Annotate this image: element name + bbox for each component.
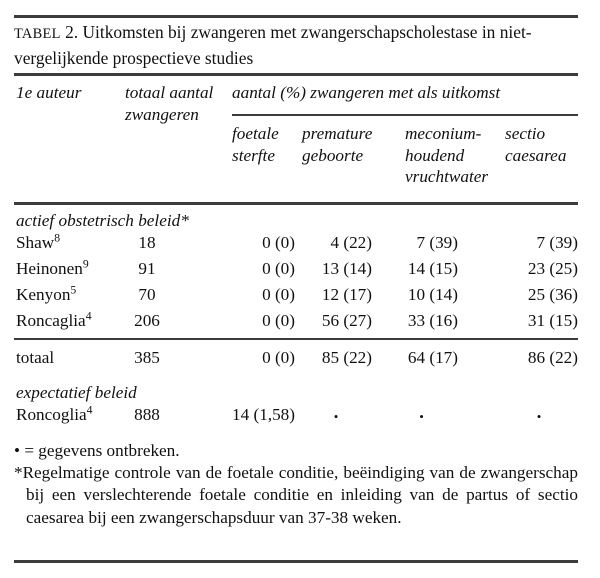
row-sectio: 25 (36) [527,285,578,304]
header-sectio-caesarea [505,123,595,166]
row-author: Roncaglia$^4$ [16,309,92,330]
row-premature: 56 (27) [321,311,372,330]
header-premature-line2: geboorte [302,145,364,165]
row-foetale: 0 (0) [262,285,295,304]
row-sectio: 7 (39) [536,233,578,252]
total-meconium: 64 (17) [407,348,458,367]
header-foetale-line2: sterfte [232,145,275,165]
header-foetale-sterfte [232,123,312,166]
row-meconium: 33 (16) [407,311,458,330]
row-foetale: 0 (0) [262,259,295,278]
row-ref: 5 [70,283,77,297]
footnote-missing-data: • = gegevens ontbreken. [14,441,180,460]
row-meconium: 14 (15) [407,259,458,278]
header-premature-line1: premature [302,124,373,143]
footnote-asterisk [14,462,578,529]
row-total: 70 [138,285,156,304]
total-foetale: 0 (0) [262,348,295,367]
row-author: Roncoglia$^4$ [16,403,93,424]
header-outcomes-span: aantal (%) zwangeren met als uitkomst [232,83,501,102]
total-label: totaal [16,348,55,367]
row-ref: 4 [85,309,92,323]
header-author: 1e auteur [16,83,82,102]
row-sectio: 31 (15) [527,311,578,330]
rule-top [14,15,578,18]
row-total: 18 [138,233,156,252]
section-label-actief: actief obstetrisch beleid* [16,211,189,230]
caption-text: Uitkomsten bij zwangeren met zwangerschapscholestase in niet-vergelijkende prospectieve studies [14,22,532,68]
row-ref: 4 [86,403,93,417]
row-author: Shaw$^8$ [16,231,61,252]
row-ref: 9 [82,257,89,271]
header-meconium-line1: meconium- [405,124,482,143]
row-author: Heinonen$^9$ [16,257,89,278]
header-premature-geboorte [302,123,402,166]
total-pregnancies: 385 [134,348,160,367]
header-sectio-line1: sectio [505,124,546,143]
row-meconium: 10 (14) [407,285,458,304]
rule-under-span-header [232,114,578,116]
header-total-pregnancies: totaal aantal zwangeren [125,83,214,124]
row-sectio: 23 (25) [527,259,578,278]
row-sectio-missing: • [536,409,542,424]
caption-prefix: TABEL [14,26,61,42]
footnote-asterisk-text: *Regelmatige controle van de foetale conditie, beëindiging van de zwangerschap bij een verslechterende foetale conditie en inleiding van de partus of sectio caesarea bij een zwangerschapsduur van 37-38 weken. [14,463,578,527]
row-foetale: 14 (1,58) [231,405,295,424]
row-premature: 12 (17) [321,285,372,304]
rule-below-headers [14,202,578,205]
header-sectio-line2: caesarea [505,145,567,165]
row-total: 206 [134,311,160,330]
row-meconium: 7 (39) [416,233,458,252]
row-ref: 8 [54,231,61,245]
rule-below-caption [14,73,578,76]
total-sectio: 86 (22) [527,348,578,367]
table-caption [14,21,580,70]
caption-number: 2. [65,22,79,42]
row-premature: 4 (22) [330,233,372,252]
rule-above-total [14,338,578,340]
row-meconium-missing: • [419,409,424,424]
header-meconium-line2: houdend [405,145,465,165]
total-premature: 85 (22) [321,348,372,367]
row-premature-missing: • [333,409,339,424]
row-foetale: 0 (0) [262,233,295,252]
rule-bottom [14,560,578,563]
section-label-expectatief: expectatief beleid [16,383,137,402]
header-foetale-line1: foetale [232,124,279,143]
row-total: 91 [138,259,156,278]
row-foetale: 0 (0) [262,311,295,330]
header-meconium-vruchtwater [405,123,515,188]
header-meconium-line3: vruchtwater [405,167,489,186]
row-total: 888 [134,405,160,424]
row-premature: 13 (14) [321,259,372,278]
row-author: Kenyon$^5$ [16,283,77,304]
